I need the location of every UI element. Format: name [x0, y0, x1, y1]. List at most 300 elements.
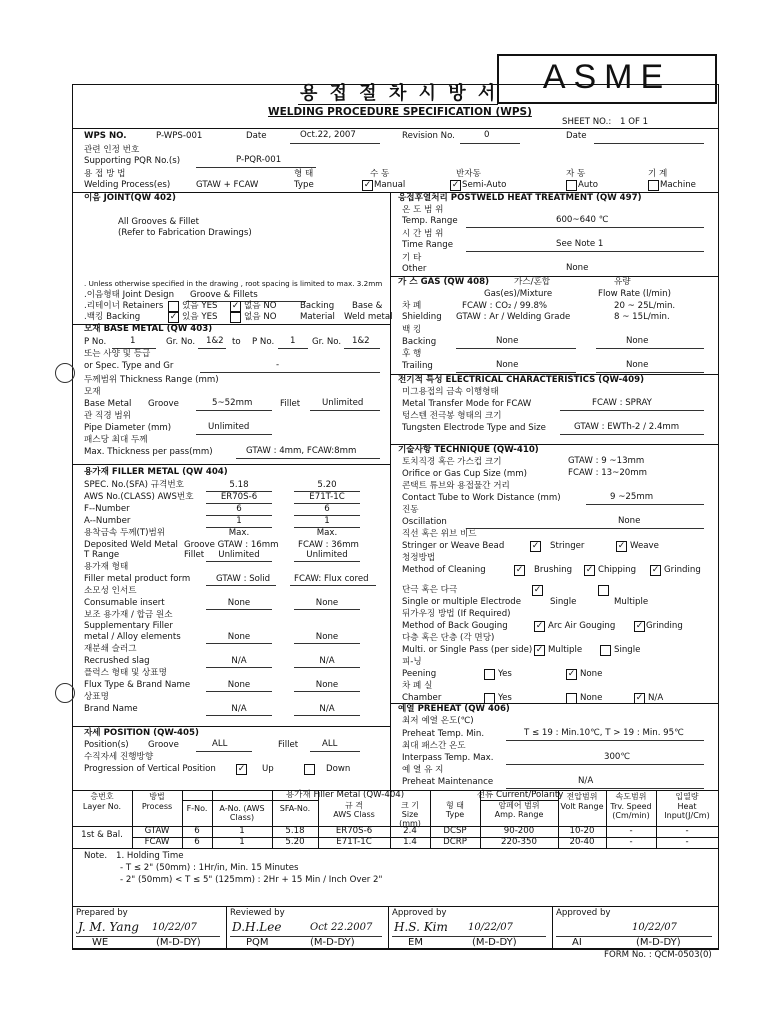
col-header: Volt Range	[560, 802, 604, 811]
filler-form-v1: GTAW : Solid	[216, 574, 271, 584]
col-header: Size (mm)	[399, 810, 421, 828]
table-cell: 20-40	[569, 837, 595, 847]
table-cell: 6	[194, 837, 200, 847]
orifice-gtaw: GTAW : 9 ~13mm	[568, 456, 645, 466]
peen-none: None	[580, 669, 603, 679]
chamber-label: Chamber	[402, 693, 442, 703]
backing-word: Backing	[300, 301, 335, 311]
table-cell: 2.4	[403, 826, 417, 836]
table-cell: GTAW	[144, 826, 170, 836]
wps-value: P-WPS-001	[156, 131, 203, 141]
filler-trange-v2: Unlimited	[306, 550, 348, 560]
peen-kr: 피-닝	[402, 657, 422, 667]
gas-trail-kr: 후 행	[402, 349, 422, 359]
filler-brand-v2: N/A	[319, 704, 335, 714]
gas-shield-gtaw: GTAW : Ar / Welding Grade	[456, 312, 571, 322]
progression-label: Progression of Vertical Position	[84, 764, 216, 774]
table-cell: -	[685, 826, 689, 836]
groove-value: 5~52mm	[212, 398, 253, 408]
preheat-title: 예열 PREHEAT (QW 406)	[398, 704, 510, 714]
groove-label: Groove	[148, 399, 179, 409]
col-header: Layer No.	[82, 802, 122, 811]
backing-label: .백킹 Backing	[84, 312, 141, 322]
filler-aws-v1: ER70S-6	[220, 492, 258, 502]
peen-label: Peening	[402, 669, 437, 679]
form-title: WELDING PROCEDURE SPECIFICATION (WPS)	[268, 106, 532, 118]
date2-label: Date	[566, 131, 587, 141]
table-cell: 1.4	[403, 837, 417, 847]
spec-value: -	[276, 360, 280, 370]
current-group-header: 전류 Current/Polarity	[476, 790, 564, 800]
table-cell: 1	[239, 826, 245, 836]
preheat-min-label: Preheat Temp. Min.	[402, 729, 485, 739]
note-label: Note.	[84, 851, 108, 861]
filler-slag-label: Recrushed slag	[84, 656, 150, 666]
filler-insert-kr: 소모성 인서트	[84, 586, 137, 596]
preheat-maint-value: N/A	[578, 776, 594, 786]
gas-backing-flow: None	[626, 336, 649, 346]
gas-flow-2: 8 ~ 15L/min.	[614, 312, 670, 322]
filler-supp-label: Supplementary Filler	[84, 621, 173, 631]
to-label: to	[232, 337, 241, 347]
filler-flux-v1: None	[227, 680, 251, 690]
base-label: Base Metal	[84, 399, 132, 409]
chamber-none: None	[580, 693, 603, 703]
filler-trange-label: T Range	[84, 550, 120, 560]
manual-kr: 수 동	[370, 169, 390, 179]
preheat-inter-kr: 최대 패스간 온도	[402, 741, 466, 751]
stringer-label: Stringer	[550, 541, 585, 551]
filler-flux-kr: 플럭스 형태 및 상표명	[84, 668, 167, 678]
peening-yes-checkbox[interactable]	[484, 669, 495, 680]
process-label: Welding Process(es)	[84, 180, 171, 190]
bead-kr: 직선 혹은 위브 비드	[402, 529, 477, 539]
chamber-na-checkbox[interactable]: ✓	[635, 693, 644, 703]
note-2: - T ≤ 2" (50mm) : 1Hr/in, Min. 15 Minutes	[120, 863, 299, 873]
preheat-inter-label: Interpass Temp. Max.	[402, 753, 494, 763]
single-kr: 단극 혹은 다극	[402, 585, 458, 595]
filler-title: 용가재 FILLER METAL (QW 404)	[84, 467, 228, 477]
grind-label: Grinding	[646, 621, 683, 631]
revision-label: Revision No.	[402, 131, 455, 141]
filler-supp-v2: None	[315, 632, 339, 642]
filler-trange-fillet: Fillet	[184, 550, 205, 560]
position-fillet-label: Fillet	[278, 740, 299, 750]
note-3: - 2" (50mm) < T ≤ 5" (125mm) : 2Hr + 15 Min / Inch Over 2"	[120, 875, 383, 885]
filler-dep-kr: 용착금속 두께(T)범위	[84, 528, 166, 538]
pwht-temp-value: 600~640 ℃	[556, 215, 609, 225]
pipe-kr: 관 직경 범위	[84, 411, 131, 421]
filler-trange-v1: Unlimited	[218, 550, 260, 560]
pwht-other-label: Other	[402, 264, 427, 274]
wps-label: WPS NO.	[84, 131, 127, 141]
filler-form-v2: FCAW: Flux cored	[294, 574, 369, 584]
chipping-checkbox[interactable]: ✓	[585, 565, 594, 575]
date-label: Date	[246, 131, 267, 141]
layer-label: 1st & Bal.	[81, 830, 123, 840]
pwht-temp-label: Temp. Range	[402, 216, 458, 226]
filler-fno-v1: 6	[236, 504, 242, 514]
chamber-kr: 차 폐 실	[402, 681, 433, 691]
pass-multiple: Multiple	[548, 645, 583, 655]
multiple-electrode-checkbox[interactable]	[598, 585, 609, 596]
manual-label: Manual	[374, 180, 406, 190]
sig-label: Approved by	[556, 908, 611, 918]
brushing-checkbox[interactable]: ✓	[515, 565, 524, 575]
brushing-label: Brushing	[534, 565, 573, 575]
col-header-kr: 방법	[149, 792, 165, 801]
type-label: Type	[294, 180, 314, 190]
single-label: Single or multiple Electrode	[402, 597, 522, 607]
filler-brand-kr: 상표명	[84, 692, 109, 702]
spec-label: or Spec. Type and Gr	[84, 361, 174, 371]
semi-label: Semi-Auto	[462, 180, 507, 190]
ctwd-kr: 콘택트 튜브와 용접물간 거리	[402, 481, 510, 491]
filler-spec-label: SPEC. No.(SFA) 규격번호	[84, 480, 184, 490]
process-value: GTAW + FCAW	[196, 180, 259, 190]
joint-design-label: .이음형태 Joint Design	[84, 290, 175, 300]
col-header-kr: 형 태	[446, 801, 464, 810]
sig-role: PQM	[246, 937, 269, 948]
auto-label: Auto	[578, 180, 598, 190]
peening-none-checkbox[interactable]: ✓	[567, 669, 576, 679]
table-cell: -	[629, 826, 633, 836]
pass-label: Multi. or Single Pass (per side)	[402, 645, 533, 655]
multi-pass-checkbox[interactable]: ✓	[535, 645, 544, 655]
col-header: SFA-No.	[279, 804, 311, 813]
gas-mixture-kr: 가스/혼합	[514, 277, 551, 287]
arc-label: Arc Air Gouging	[548, 621, 616, 631]
sig-divider	[226, 906, 227, 948]
weld-metal-word: Weld metal	[344, 312, 393, 322]
arc-gouging-checkbox[interactable]: ✓	[535, 621, 544, 631]
osc-kr: 진동	[402, 505, 419, 515]
backing-no-checkbox[interactable]	[230, 312, 241, 323]
pwht-temp-kr: 온 도 범 위	[402, 205, 444, 215]
electrical-title: 전기적 특성 ELECTRICAL CHARACTERISTICS (QW-409)	[398, 375, 645, 385]
orifice-kr: 토치직경 혹은 가스컵 크기	[402, 457, 502, 467]
table-cell: 90-200	[503, 826, 535, 836]
col-header-kr: 암페어 범위	[498, 801, 540, 810]
pwht-other-value: None	[566, 263, 589, 273]
sig-date: Oct 22.2007	[310, 922, 373, 933]
table-cell: 6	[194, 826, 200, 836]
sig-divider	[388, 906, 389, 948]
position-groove-label: Groove	[148, 740, 179, 750]
position-groove-value: ALL	[212, 739, 228, 749]
up-label: Up	[262, 764, 274, 774]
pwht-time-kr: 시 간 범 위	[402, 229, 444, 239]
fillet-label: Fillet	[280, 399, 301, 409]
filler-flux-label: Flux Type & Brand Name	[84, 680, 191, 690]
filler-slag-kr: 재분쇄 슬러그	[84, 644, 137, 654]
sheet-label: SHEET NO.:	[562, 117, 612, 127]
grno-label: Gr. No.	[166, 337, 196, 347]
table-cell: 5.20	[285, 837, 305, 847]
table-cell: 220-350	[501, 837, 537, 847]
material-word: Material	[300, 312, 335, 322]
gas-trail-value: None	[496, 360, 519, 370]
grinding-checkbox[interactable]: ✓	[651, 565, 660, 575]
pno2-label: P No.	[252, 337, 275, 347]
base-metal-title: 모재 BASE METAL (QW 403)	[84, 324, 213, 334]
filler-form-kr: 용가재 형태	[84, 562, 129, 572]
filler-aws-v2: E71T-1C	[309, 492, 345, 502]
table-bottom-line	[72, 848, 718, 849]
gas-flow-1: 20 ~ 25L/min.	[614, 301, 676, 311]
single-electrode-checkbox[interactable]: ✓	[533, 585, 542, 595]
sig-date-format: (M-D-DY)	[310, 937, 355, 948]
multiple-value: Multiple	[614, 597, 649, 607]
col-header: AWS Class	[333, 810, 375, 819]
retainer-yes: 있음 YES	[182, 301, 218, 311]
col-header-kr: 층번호	[90, 792, 114, 801]
backing-yes-checkbox[interactable]: ✓	[169, 312, 178, 322]
preheat-min-value: T ≤ 19 : Min.10℃, T > 19 : Min. 95℃	[524, 728, 684, 738]
machine-kr: 기 계	[648, 169, 668, 179]
preheat-maint-kr: 예 열 유 지	[402, 765, 444, 775]
filler-form-label: Filler metal product form	[84, 574, 191, 584]
preheat-maint-label: Preheat Maintenance	[402, 777, 494, 787]
down-checkbox[interactable]	[304, 764, 315, 775]
filler-supp-kr: 보조 용가재 / 합금 원소	[84, 610, 173, 620]
sig-divider	[552, 906, 553, 948]
filler-ano-v2: 1	[324, 516, 330, 526]
col-header-kr: 규 격	[345, 801, 363, 810]
orifice-fcaw: FCAW : 13~20mm	[568, 468, 648, 478]
filler-dep-max1: Max.	[228, 528, 250, 538]
col-header: Trv. Speed (Cm/min)	[610, 802, 652, 820]
date-value: Oct.22, 2007	[300, 130, 356, 140]
sig-date-format: (M-D-DY)	[156, 937, 201, 948]
gas-mixture-label: Gas(es)/Mixture	[484, 289, 553, 299]
retainer-label: .리테이너 Retainers	[84, 301, 164, 311]
punch-hole	[55, 683, 75, 703]
thickness-kr: 두께범위 Thickness Range (mm)	[84, 375, 219, 385]
col-header-kr: 크 기	[401, 801, 419, 810]
pno-label: P No.	[84, 337, 107, 347]
transfer-kr: 미그용접의 금속 이행형태	[402, 387, 499, 397]
table-cell: 5.18	[285, 826, 305, 836]
filler-ano-v1: 1	[236, 516, 242, 526]
joint-line1: All Grooves & Fillet	[118, 217, 200, 227]
pqr-label: Supporting PQR No.(s)	[84, 156, 181, 166]
gouge-grinding-checkbox[interactable]: ✓	[635, 621, 644, 631]
maxpass-label: Max. Thickness per pass(mm)	[84, 447, 213, 457]
gas-flow-kr: 유량	[614, 277, 631, 287]
pipe-value: Unlimited	[208, 422, 250, 432]
col-header: A-No. (AWS Class)	[219, 804, 265, 822]
transfer-value: FCAW : SPRAY	[592, 398, 652, 408]
sig-date-format: (M-D-DY)	[472, 937, 517, 948]
gas-title: 가 스 GAS (QW 408)	[398, 277, 490, 287]
filler-supp-v1: None	[227, 632, 251, 642]
weave-checkbox[interactable]: ✓	[617, 541, 626, 551]
sig-label: Approved by	[392, 908, 447, 918]
fillet-value: Unlimited	[322, 398, 364, 408]
filler-group-header: 용가재 Filler Metal (QW-404)	[285, 790, 405, 800]
signature: J. M. Yang	[78, 920, 139, 934]
ctwd-value: 9 ~25mm	[610, 492, 654, 502]
grno2-label: Gr. No.	[312, 337, 342, 347]
up-checkbox[interactable]: ✓	[237, 764, 246, 774]
position-label: Position(s)	[84, 740, 129, 750]
base-word: Base &	[352, 301, 383, 311]
manual-checkbox[interactable]: ✓	[363, 180, 372, 190]
backing-yes: 있음 YES	[182, 312, 218, 322]
machine-checkbox[interactable]	[648, 180, 659, 191]
tungsten-label: Tungsten Electrode Type and Size	[402, 423, 546, 433]
process-kr: 용 접 방 법	[84, 169, 126, 179]
col-header: Amp. Range	[494, 810, 544, 819]
filler-spec-v1: 5.18	[229, 480, 249, 490]
retainer-no-checkbox[interactable]: ✓	[231, 301, 240, 311]
gas-shield-label: Shielding	[402, 312, 442, 322]
chipping-label: Chipping	[598, 565, 637, 575]
position-kr: 수직자세 진행방향	[84, 752, 154, 762]
transfer-label: Metal Transfer Mode for FCAW	[402, 399, 532, 409]
filler-slag-v2: N/A	[319, 656, 335, 666]
sig-date: 10/22/07	[152, 922, 197, 933]
peen-yes: Yes	[498, 669, 512, 679]
signature: D.H.Lee	[232, 920, 282, 934]
col-header-kr: 속도범위	[615, 792, 647, 801]
tungsten-kr: 텅스텐 전극봉 형태의 크기	[402, 411, 502, 421]
gas-backing-kr: 백 킹	[402, 325, 422, 335]
clean-kr: 청정방법	[402, 553, 436, 563]
joint-line2: (Refer to Fabrication Drawings)	[118, 228, 252, 238]
down-label: Down	[326, 764, 351, 774]
filler-fno-label: F--Number	[84, 504, 130, 514]
sheet-value: 1 OF 1	[620, 117, 649, 127]
filler-insert-v1: None	[227, 598, 251, 608]
sig-date: 10/22/07	[468, 922, 513, 933]
gouge-kr: 뒤가우징 방법 (If Required)	[402, 609, 511, 619]
single-value: Single	[550, 597, 577, 607]
bead-label: Stringer or Weave Bead	[402, 541, 505, 551]
grno-value: 1&2	[206, 336, 224, 346]
gouge-label: Method of Back Gouging	[402, 621, 508, 631]
filler-dep-groove: Groove GTAW : 16mm	[184, 540, 279, 550]
table-cell: DCRP	[443, 837, 467, 847]
type-kr: 형 태	[294, 169, 314, 179]
col-header: Type	[445, 810, 465, 819]
filler-insert-label: Consumable insert	[84, 598, 165, 608]
joint-note: . Unless otherwise specified in the drawing , root spacing is limited to max. 3.2mm	[84, 279, 383, 288]
gas-trail-flow: None	[626, 360, 649, 370]
auto-checkbox[interactable]	[566, 180, 577, 191]
table-cell: FCAW	[144, 837, 170, 847]
form-number: FORM No. : QCM-0503(0)	[604, 950, 712, 960]
filler-ano-label: A--Number	[84, 516, 131, 526]
ctwd-label: Contact Tube to Work Distance (mm)	[402, 493, 561, 503]
pwht-time-value: See Note 1	[556, 239, 604, 249]
pwht-time-label: Time Range	[402, 240, 453, 250]
filler-aws-label: AWS No.(CLASS) AWS번호	[84, 492, 194, 502]
gas-shield-kr: 차 폐	[402, 301, 422, 311]
col-header: Heat Input(J/Cm)	[664, 802, 710, 820]
punch-hole	[55, 363, 75, 383]
pass-kr: 다층 혹은 단층 (각 면당)	[402, 633, 495, 643]
filler-flux-v2: None	[315, 680, 339, 690]
sig-date: 10/22/07	[632, 922, 677, 933]
sig-role: EM	[408, 937, 423, 948]
filler-brand-v1: N/A	[231, 704, 247, 714]
revision-value: 0	[484, 130, 490, 140]
pipe-label: Pipe Diameter (mm)	[84, 423, 172, 433]
gas-shield-fcaw: FCAW : CO₂ / 99.8%	[462, 301, 548, 311]
col-header-kr: 입열량	[675, 792, 699, 801]
gas-flow-label: Flow Rate (l/min)	[598, 289, 671, 299]
korean-title: 용 접 절 차 시 방 서	[300, 83, 499, 104]
gas-backing-label: Backing	[402, 337, 437, 347]
chamber-yes: Yes	[498, 693, 512, 703]
filler-insert-v2: None	[315, 598, 339, 608]
pno-value: 1	[130, 336, 136, 346]
table-cell: -	[629, 837, 633, 847]
tungsten-value: GTAW : EWTh-2 / 2.4mm	[574, 422, 680, 432]
position-fillet-value: ALL	[322, 739, 338, 749]
table-cell: -	[685, 837, 689, 847]
auto-kr: 자 동	[566, 169, 586, 179]
asme-stamp: ASME	[497, 54, 717, 104]
osc-value: None	[618, 516, 641, 526]
retainer-no: 없음 NO	[244, 301, 277, 311]
note-1: 1. Holding Time	[116, 851, 184, 861]
semi-auto-checkbox[interactable]: ✓	[451, 180, 460, 190]
chamber-na: N/A	[648, 693, 664, 703]
pass-single: Single	[614, 645, 641, 655]
single-pass-checkbox[interactable]	[600, 645, 611, 656]
table-cell: E71T-1C	[336, 837, 372, 847]
pqr-value: P-PQR-001	[236, 155, 282, 165]
filler-brand-label: Brand Name	[84, 704, 138, 714]
filler-slag-v1: N/A	[231, 656, 247, 666]
retainer-yes-checkbox[interactable]	[168, 301, 179, 312]
grinding-label: Grinding	[664, 565, 701, 575]
position-title: 자세 POSITION (QW-405)	[84, 728, 199, 738]
table-cell: 1	[239, 837, 245, 847]
filler-dep-label: Deposited Weld Metal	[84, 540, 178, 550]
maxpass-kr: 패스당 최대 두께	[84, 435, 148, 445]
spec-kr: 또는 사양 및 등급	[84, 349, 151, 359]
col-header-kr: 전압범위	[566, 792, 598, 801]
stringer-checkbox[interactable]: ✓	[531, 541, 540, 551]
signature: H.S. Kim	[394, 920, 448, 934]
joint-design-value: Groove & Fillets	[190, 290, 258, 300]
weave-label: Weave	[630, 541, 659, 551]
sig-role: WE	[92, 937, 109, 948]
machine-label: Machine	[660, 180, 696, 190]
table-cell: ER70S-6	[335, 826, 373, 836]
technique-title: 기술사항 TECHNIQUE (QW-410)	[398, 445, 539, 455]
col-header: F-No.	[186, 804, 208, 813]
pwht-title: 응접후열처리 POSTWELD HEAT TREATMENT (QW 497)	[398, 193, 642, 203]
pwht-other-kr: 기 타	[402, 253, 422, 263]
pno2-value: 1	[290, 336, 296, 346]
sig-label: Prepared by	[76, 908, 128, 918]
pqr-kr: 관련 인정 번호	[84, 145, 140, 155]
gas-backing-value: None	[496, 336, 519, 346]
table-cell: 10-20	[569, 826, 595, 836]
sig-role: AI	[572, 937, 582, 948]
filler-dep-fcaw: FCAW : 36mm	[298, 540, 359, 550]
orifice-label: Orifice or Gas Cup Size (mm)	[402, 469, 527, 479]
filler-dep-max2: Max.	[316, 528, 338, 538]
semi-kr: 반자동	[456, 169, 481, 179]
osc-label: Oscillation	[402, 517, 447, 527]
table-cell: DCSP	[443, 826, 467, 836]
